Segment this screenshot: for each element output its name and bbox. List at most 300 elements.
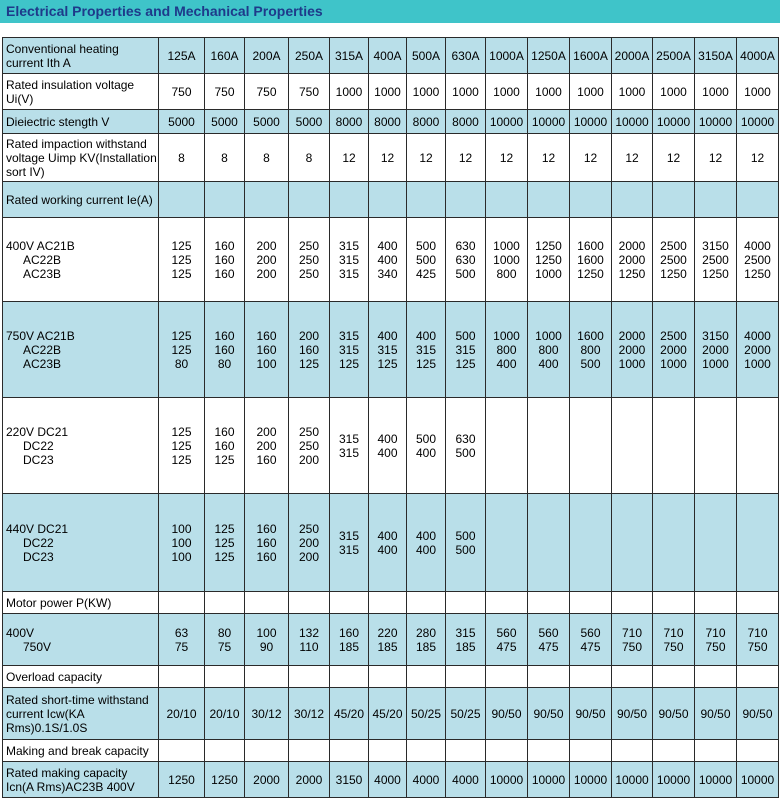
- insulation-row-cell: 750: [245, 74, 289, 110]
- motor-values-row-value: 560: [538, 625, 559, 640]
- ac750-row-sub-label: AC23B: [23, 356, 62, 371]
- dc440-row-cell-stack: [245, 522, 288, 564]
- dc220-row-value: 315: [338, 431, 360, 446]
- dc220-row-cell-stack: [330, 432, 368, 460]
- motor-values-row-value: 560: [496, 625, 517, 640]
- ac400-row-cell-stack: [612, 239, 652, 281]
- ac750-row-sub-label: AC22B: [23, 342, 62, 357]
- dc220-row-value: 200: [256, 438, 277, 453]
- dc220-row-cell-stack: [205, 425, 244, 467]
- ac400-row-value: 500: [415, 252, 437, 267]
- impulse-row-label: Rated impaction withstand voltage Uimp KV(Installation sort IV): [3, 134, 159, 182]
- making-break-row-cell: [737, 740, 779, 762]
- dielectric-row-cell: 10000: [695, 110, 737, 134]
- heating-row-cell: 250A: [289, 38, 330, 74]
- overload-row-cell: [245, 666, 289, 688]
- ac400-row-sub-label: AC23B: [23, 266, 62, 281]
- dc440-row-value: 160: [256, 535, 277, 550]
- ac750-row-label: [3, 302, 159, 398]
- dc220-row-value: 125: [171, 424, 192, 439]
- insulation-row: [3, 74, 779, 110]
- dielectric-row-cell: 5000: [245, 110, 289, 134]
- ac750-row-cell: [737, 302, 779, 398]
- impulse-row-cell: 8: [245, 134, 289, 182]
- ac750-row-cell: [528, 302, 570, 398]
- ac750-row-cell: [289, 302, 330, 398]
- dielectric-row-cell: 8000: [369, 110, 407, 134]
- motor-power-row-cell: [407, 592, 446, 614]
- heating-row-cell: 160A: [205, 38, 245, 74]
- dc220-row-cell-stack: [369, 432, 406, 460]
- heating-row-cell: 1000A: [486, 38, 528, 74]
- working-current-row-cell: [570, 182, 612, 218]
- dc220-row-value: 630: [455, 431, 476, 446]
- impulse-row-cell: 12: [486, 134, 528, 182]
- impulse-row-cell: 12: [528, 134, 570, 182]
- motor-values-row-cell-stack: [653, 626, 694, 654]
- ac750-row-value: 160: [256, 342, 277, 357]
- dc220-row-value: 125: [171, 438, 192, 453]
- motor-values-row-label-stack: [6, 626, 158, 654]
- ac400-row-cell: [653, 218, 695, 302]
- ac750-row-cell: [695, 302, 737, 398]
- motor-values-row-cell: [612, 614, 653, 666]
- heating-row-cell: 3150A: [695, 38, 737, 74]
- heating-row-cell: 400A: [369, 38, 407, 74]
- working-current-row-cell: [289, 182, 330, 218]
- dc440-row-cell-stack: [205, 522, 244, 564]
- ac750-row-cell-stack: [695, 329, 736, 371]
- motor-values-row: [3, 614, 779, 666]
- dc440-row-cell-stack: [407, 529, 445, 557]
- ac750-row-value: 160: [256, 328, 277, 343]
- insulation-row-cell: 1000: [330, 74, 369, 110]
- ac400-row-value: 1250: [535, 252, 562, 267]
- impulse-row-cell: 8: [289, 134, 330, 182]
- ac750-row-value: 125: [171, 328, 192, 343]
- dc220-row-cell-stack: [407, 432, 445, 460]
- ac400-row-value: 250: [298, 238, 320, 253]
- impulse-row-cell: 12: [446, 134, 486, 182]
- dc440-row-value: 125: [214, 549, 235, 564]
- short-time-row: [3, 688, 779, 740]
- ac400-row-cell-stack: [205, 239, 244, 281]
- ac400-row-value: 1250: [535, 238, 562, 253]
- making-break-row-cell: [289, 740, 330, 762]
- overload-row-cell: [570, 666, 612, 688]
- motor-values-row-value: 475: [538, 639, 559, 654]
- ac400-row-value: 800: [496, 266, 517, 281]
- dielectric-row: [3, 110, 779, 134]
- ac750-row-value: 2000: [618, 328, 646, 343]
- dielectric-row-cell: 10000: [528, 110, 570, 134]
- overload-row-cell: [528, 666, 570, 688]
- short-time-row-cell: 50/25: [446, 688, 486, 740]
- ac400-row: [3, 218, 779, 302]
- ac750-row-cell-stack: [446, 329, 485, 371]
- dc220-row-value: 400: [377, 431, 398, 446]
- dc220-row-cell: [407, 398, 446, 494]
- heating-row-cell: 200A: [245, 38, 289, 74]
- dc440-row-value: 250: [298, 521, 320, 536]
- motor-values-row-label: [3, 614, 159, 666]
- motor-values-row-cell: [289, 614, 330, 666]
- motor-values-row-cell: [695, 614, 737, 666]
- working-current-row-cell: [205, 182, 245, 218]
- heating-row-cell: 1250A: [528, 38, 570, 74]
- ac750-row-cell: [330, 302, 369, 398]
- motor-values-row-cell: [369, 614, 407, 666]
- ac750-row-value: 400: [377, 328, 398, 343]
- ac400-row-cell-stack: [570, 239, 611, 281]
- dc440-row-cell-stack: [446, 529, 485, 557]
- motor-values-row-cell-stack: [612, 626, 652, 654]
- insulation-row-label: Rated insulation voltage Ui(V): [3, 74, 159, 110]
- ac400-row-cell: [737, 218, 779, 302]
- ac400-row-value: 400: [377, 252, 398, 267]
- motor-values-row-cell-stack: [289, 626, 329, 654]
- short-time-row-cell: 90/50: [528, 688, 570, 740]
- insulation-row-cell: 1000: [446, 74, 486, 110]
- dielectric-row-label: Dieiectric stength V: [3, 110, 159, 134]
- dc440-row-value: 500: [455, 528, 476, 543]
- ac400-row-value: 125: [171, 238, 192, 253]
- ac750-row-value: 500: [455, 328, 476, 343]
- making-break-row-cell: [486, 740, 528, 762]
- making-break-row-cell: [407, 740, 446, 762]
- dc440-row-sub-label: DC23: [23, 549, 54, 564]
- impulse-row-cell: 12: [570, 134, 612, 182]
- ac400-row-value: 340: [377, 266, 398, 281]
- motor-power-row-cell: [446, 592, 486, 614]
- dc220-row-value: 200: [298, 452, 320, 467]
- motor-power-row-cell: [653, 592, 695, 614]
- motor-values-row-cell-stack: [446, 626, 485, 654]
- working-current-row-cell: [446, 182, 486, 218]
- ac750-row-cell-stack: [570, 329, 611, 371]
- ac750-row: [3, 302, 779, 398]
- ac750-row-cell-stack: [245, 329, 288, 371]
- working-current-row-cell: [528, 182, 570, 218]
- insulation-row-cell: 750: [159, 74, 205, 110]
- dc440-row-cell: [653, 494, 695, 592]
- overload-row-cell: [486, 666, 528, 688]
- ac400-row-cell: [446, 218, 486, 302]
- motor-power-row-cell: [245, 592, 289, 614]
- ac400-row-value: 1250: [702, 266, 729, 281]
- ac400-row-label-stack: [6, 239, 158, 281]
- dc440-row-value: 500: [455, 542, 476, 557]
- ac400-row-value: 1250: [744, 266, 771, 281]
- properties-table: [2, 37, 779, 798]
- dc220-row-cell-stack: [159, 425, 204, 467]
- short-time-row-cell: 90/50: [486, 688, 528, 740]
- overload-row-cell: [159, 666, 205, 688]
- dielectric-row-cell: 10000: [737, 110, 779, 134]
- making-capacity-row-cell: 10000: [612, 762, 653, 798]
- motor-values-row-value: 750: [663, 639, 684, 654]
- motor-values-row-value: 185: [415, 639, 437, 654]
- ac750-row-value: 800: [496, 342, 517, 357]
- ac400-row-value: 1250: [618, 266, 646, 281]
- dc440-row-value: 315: [338, 542, 360, 557]
- overload-row-cell: [653, 666, 695, 688]
- ac750-row-label-stack: [6, 329, 158, 371]
- working-current-row-label: Rated working current Ie(A): [3, 182, 159, 218]
- ac750-row-cell: [612, 302, 653, 398]
- dc220-row-value: 160: [256, 452, 277, 467]
- working-current-row-cell: [159, 182, 205, 218]
- motor-power-row-cell: [486, 592, 528, 614]
- motor-values-row-value: 710: [705, 625, 726, 640]
- dc440-row-label-stack: [6, 522, 158, 564]
- short-time-row-cell: 20/10: [159, 688, 205, 740]
- ac400-row-cell: [695, 218, 737, 302]
- ac750-row-value: 400: [538, 356, 559, 371]
- making-capacity-row-cell: 3150: [330, 762, 369, 798]
- ac400-row-value: 2500: [744, 252, 771, 267]
- ac400-row-value: 315: [338, 266, 360, 281]
- motor-values-row-value: 220: [377, 625, 398, 640]
- making-break-row-label: Making and break capacity: [3, 740, 159, 762]
- dc220-row-cell: [446, 398, 486, 494]
- motor-values-row-cell: [653, 614, 695, 666]
- ac750-row-value: 2000: [660, 342, 687, 357]
- ac400-row-value: 630: [455, 252, 476, 267]
- insulation-row-cell: 1000: [528, 74, 570, 110]
- motor-values-row-cell: [159, 614, 205, 666]
- dc440-row-value: 125: [214, 535, 235, 550]
- ac400-row-cell: [486, 218, 528, 302]
- motor-values-row-value: 80: [217, 625, 232, 640]
- motor-values-row-cell: [446, 614, 486, 666]
- dielectric-row-cell: 5000: [289, 110, 330, 134]
- insulation-row-cell: 750: [289, 74, 330, 110]
- ac750-row-cell-stack: [159, 329, 204, 371]
- impulse-row-cell: 12: [612, 134, 653, 182]
- dc220-row-value: 200: [256, 424, 277, 439]
- making-capacity-row-cell: 10000: [737, 762, 779, 798]
- ac750-row-value: 125: [338, 356, 360, 371]
- impulse-row-cell: 8: [159, 134, 205, 182]
- dc220-row-cell: [369, 398, 407, 494]
- ac400-row-value: 315: [338, 238, 360, 253]
- dc440-row-value: 400: [415, 542, 437, 557]
- ac750-row-value: 200: [298, 328, 320, 343]
- heating-row-cell: 630A: [446, 38, 486, 74]
- making-capacity-row-cell: 10000: [653, 762, 695, 798]
- motor-values-row-value: 75: [174, 639, 189, 654]
- motor-values-row-cell-stack: [159, 626, 204, 654]
- dielectric-row-cell: 10000: [653, 110, 695, 134]
- ac400-row-value: 500: [455, 266, 476, 281]
- ac750-row-value: 160: [214, 328, 235, 343]
- overload-row-cell: [695, 666, 737, 688]
- dielectric-row-cell: 5000: [205, 110, 245, 134]
- heating-row-cell: 1600A: [570, 38, 612, 74]
- impulse-row-cell: 12: [737, 134, 779, 182]
- dc220-row-cell: [245, 398, 289, 494]
- ac400-row-cell-stack: [407, 239, 445, 281]
- dc220-row-value: 125: [171, 452, 192, 467]
- short-time-row-cell: 90/50: [653, 688, 695, 740]
- ac750-row-value: 315: [338, 328, 360, 343]
- motor-values-row-cell-stack: [695, 626, 736, 654]
- overload-row-cell: [289, 666, 330, 688]
- motor-power-row-cell: [159, 592, 205, 614]
- ac400-row-value: 2000: [618, 252, 646, 267]
- ac750-row-cell: [369, 302, 407, 398]
- ac750-row-value: 800: [538, 342, 559, 357]
- ac750-row-value: 2000: [618, 342, 646, 357]
- ac750-row-sub-label: 750V AC21B: [6, 328, 75, 343]
- impulse-row-cell: 8: [205, 134, 245, 182]
- ac750-row-cell-stack: [407, 329, 445, 371]
- dc440-row-value: 200: [298, 549, 320, 564]
- heating-row-label: Conventional heating current Ith A: [3, 38, 159, 74]
- ac400-row-value: 125: [171, 266, 192, 281]
- dc440-row-cell: [245, 494, 289, 592]
- motor-values-row-sub-label: 400V: [6, 625, 35, 640]
- motor-power-row: [3, 592, 779, 614]
- ac400-row-cell-stack: [653, 239, 694, 281]
- motor-values-row-value: 315: [455, 625, 476, 640]
- motor-values-row-cell-stack: [245, 626, 288, 654]
- short-time-row-label: Rated short-time withstand current Icw(KA Rms)0.1S/1.0S: [3, 688, 159, 740]
- ac750-row-value: 1000: [660, 356, 687, 371]
- making-capacity-row-cell: 10000: [695, 762, 737, 798]
- ac750-row-cell-stack: [486, 329, 527, 371]
- dc440-row-cell: [528, 494, 570, 592]
- making-break-row-cell: [369, 740, 407, 762]
- working-current-row-cell: [695, 182, 737, 218]
- dielectric-row-cell: 5000: [159, 110, 205, 134]
- ac750-row-value: 315: [455, 342, 476, 357]
- ac750-row-cell-stack: [369, 329, 406, 371]
- motor-values-row-value: 475: [580, 639, 601, 654]
- dc440-row-value: 400: [377, 542, 398, 557]
- ac400-row-cell-stack: [446, 239, 485, 281]
- making-capacity-row-cell: 4000: [446, 762, 486, 798]
- working-current-row: [3, 182, 779, 218]
- motor-values-row-value: 750: [747, 639, 768, 654]
- motor-values-row-value: 160: [338, 625, 360, 640]
- insulation-row-cell: 1000: [407, 74, 446, 110]
- insulation-row-cell: 1000: [737, 74, 779, 110]
- making-break-row-cell: [330, 740, 369, 762]
- insulation-row-cell: 1000: [695, 74, 737, 110]
- dc220-row-cell: [737, 398, 779, 494]
- ac750-row-value: 125: [455, 356, 476, 371]
- dc220-row-sub-label: DC22: [23, 438, 54, 453]
- dc220-row-cell: [159, 398, 205, 494]
- ac750-row-cell-stack: [330, 329, 368, 371]
- dc440-row-cell-stack: [159, 522, 204, 564]
- dc440-row-value: 100: [171, 535, 192, 550]
- ac750-row-cell: [653, 302, 695, 398]
- working-current-row-cell: [612, 182, 653, 218]
- making-break-row-cell: [205, 740, 245, 762]
- insulation-row-cell: 1000: [486, 74, 528, 110]
- motor-power-row-cell: [369, 592, 407, 614]
- ac400-row-cell: [245, 218, 289, 302]
- dc440-row-value: 400: [377, 528, 398, 543]
- dc440-row-cell: [446, 494, 486, 592]
- ac400-row-value: 1000: [493, 252, 520, 267]
- ac750-row-cell: [570, 302, 612, 398]
- motor-values-row-value: 750: [705, 639, 726, 654]
- ac400-row-value: 200: [256, 252, 277, 267]
- ac750-row-value: 315: [415, 342, 437, 357]
- working-current-row-cell: [245, 182, 289, 218]
- making-capacity-row-cell: 10000: [486, 762, 528, 798]
- making-break-row: [3, 740, 779, 762]
- dc440-row-value: 200: [298, 535, 320, 550]
- ac400-row-cell-stack: [486, 239, 527, 281]
- dc440-row-cell-stack: [369, 529, 406, 557]
- motor-power-row-cell: [737, 592, 779, 614]
- overload-row-cell: [205, 666, 245, 688]
- dc440-row-cell-stack: [289, 522, 329, 564]
- motor-values-row-cell: [330, 614, 369, 666]
- dc220-row-sub-label: DC23: [23, 452, 54, 467]
- ac750-row-value: 2000: [744, 342, 771, 357]
- dc220-row-cell: [289, 398, 330, 494]
- motor-power-row-label: Motor power P(KW): [3, 592, 159, 614]
- motor-power-row-cell: [570, 592, 612, 614]
- ac400-row-value: 160: [214, 266, 235, 281]
- ac750-row-value: 160: [298, 342, 320, 357]
- motor-values-row-value: 185: [377, 639, 398, 654]
- ac400-row-cell: [289, 218, 330, 302]
- heating-row-cell: 125A: [159, 38, 205, 74]
- ac400-row-value: 4000: [744, 238, 771, 253]
- ac400-row-cell-stack: [159, 239, 204, 281]
- ac750-row-value: 800: [580, 342, 601, 357]
- dc440-row-sub-label: 440V DC21: [6, 521, 69, 536]
- motor-values-row-cell-stack: [330, 626, 368, 654]
- heating-row-cell: 4000A: [737, 38, 779, 74]
- motor-values-row-value: 710: [621, 625, 643, 640]
- ac750-row-value: 315: [338, 342, 360, 357]
- ac400-row-value: 160: [214, 238, 235, 253]
- impulse-row-cell: 12: [695, 134, 737, 182]
- dc220-row-value: 250: [298, 438, 320, 453]
- dc440-row-cell: [330, 494, 369, 592]
- impulse-row-cell: 12: [330, 134, 369, 182]
- motor-values-row-cell-stack: [528, 626, 569, 654]
- short-time-row-cell: 50/25: [407, 688, 446, 740]
- insulation-row-cell: 1000: [570, 74, 612, 110]
- ac400-row-cell-stack: [245, 239, 288, 281]
- ac750-row-cell-stack: [653, 329, 694, 371]
- ac750-row-cell: [407, 302, 446, 398]
- impulse-row-cell: 12: [369, 134, 407, 182]
- ac400-row-value: 630: [455, 238, 476, 253]
- dc440-row-value: 100: [171, 521, 192, 536]
- working-current-row-cell: [653, 182, 695, 218]
- making-capacity-row-cell: 1250: [205, 762, 245, 798]
- ac750-row-value: 1000: [618, 356, 646, 371]
- ac400-row-value: 2500: [660, 238, 687, 253]
- motor-values-row-cell: [486, 614, 528, 666]
- heating-row-cell: 315A: [330, 38, 369, 74]
- dielectric-row-cell: 8000: [407, 110, 446, 134]
- making-capacity-row-cell: 2000: [289, 762, 330, 798]
- working-current-row-cell: [369, 182, 407, 218]
- ac400-row-value: 1600: [577, 252, 604, 267]
- dc440-row-cell-stack: [330, 529, 368, 557]
